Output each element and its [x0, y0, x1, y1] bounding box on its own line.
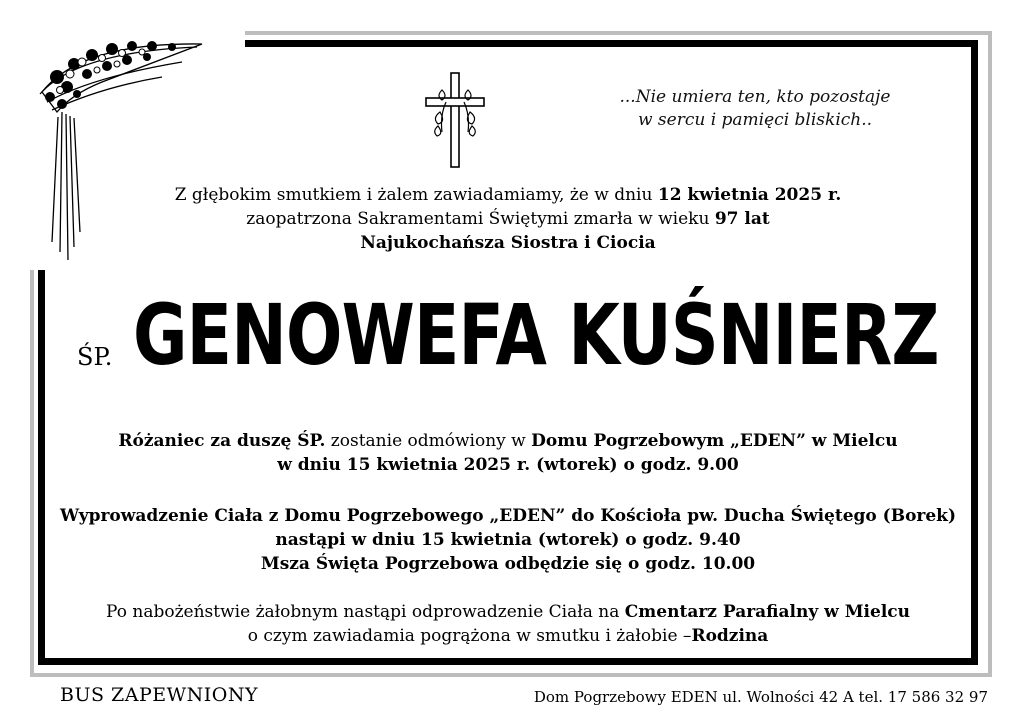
funeral-home-contact: Dom Pogrzebowy EDEN ul. Wolności 42 A tel. 17 586 32 97 [533, 688, 988, 706]
cross-with-lilies-icon [420, 70, 490, 170]
procession-time: nastąpi w dniu 15 kwietnia (wtorek) o godz. 9.40 [275, 530, 741, 550]
procession-line-3 [45, 552, 971, 576]
relation [45, 231, 971, 255]
rosary-line-2 [45, 453, 971, 477]
family: Rodzina [691, 626, 769, 646]
burial-line-2-text: o czym zawiadamia pogrążona w smutku i żałobie – [247, 626, 692, 646]
rosary-mid: zostanie odmówiony w [325, 431, 532, 451]
rosary-time: w dniu 15 kwietnia 2025 r. (wtorek) o godz. 9.00 [277, 455, 739, 475]
bus-notice: BUS ZAPEWNIONY [60, 684, 259, 706]
procession-line-2 [45, 528, 971, 552]
procession-route: Wyprowadzenie Ciała z Domu Pogrzebowego „EDEN” do Kościoła pw. Ducha Świętego (Borek) [59, 506, 957, 526]
memorial-quote [560, 86, 950, 132]
quote-line-2: w sercu i pamięci bliskich.. [637, 110, 873, 130]
age: 97 lat [714, 209, 770, 229]
intro-block [45, 183, 971, 255]
death-date: 12 kwietnia 2025 r. [657, 185, 842, 205]
rosary-block [45, 429, 971, 477]
burial-line-2 [45, 624, 971, 648]
cemetery: Cmentarz Parafialny w Mielcu [624, 602, 910, 622]
mass-time: Msza Święta Pogrzebowa odbędzie się o godz. 10.00 [260, 554, 756, 574]
quote-line-1: ...Nie umiera ten, kto pozostaje [619, 87, 891, 107]
intro-line-1-text: Z głębokim smutkiem i żalem zawiadamiamy, że w dniu [174, 185, 658, 205]
deceased-prefix: ŚP. [77, 343, 113, 371]
relation-text: Najukochańsza Siostra i Ciocia [360, 233, 656, 253]
burial-line-1-text: Po nabożeństwie żałobnym nastąpi odprowadzenie Ciała na [106, 602, 625, 622]
intro-line-2 [45, 207, 971, 231]
burial-line-1 [45, 600, 971, 624]
rosary-lead: Różaniec za duszę ŚP. [118, 431, 326, 451]
procession-line-1 [45, 504, 971, 528]
burial-block [45, 600, 971, 648]
intro-line-2-text: zaopatrzona Sakramentami Świętymi zmarła w wieku [246, 209, 715, 229]
rosary-place: Domu Pogrzebowym „EDEN” w Mielcu [531, 431, 898, 451]
rosary-line-1 [45, 429, 971, 453]
deceased-name: GENOWEFA KUŚNIERZ [133, 286, 939, 384]
intro-line-1 [45, 183, 971, 207]
deceased-name-block [75, 286, 955, 390]
procession-block [45, 504, 971, 576]
